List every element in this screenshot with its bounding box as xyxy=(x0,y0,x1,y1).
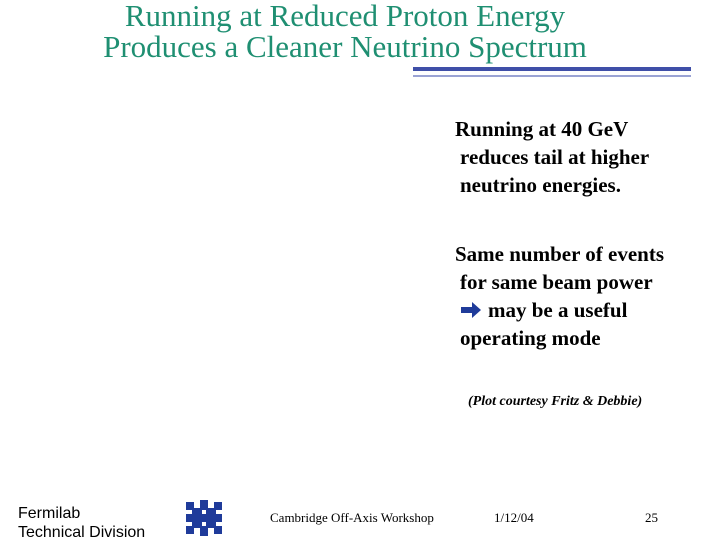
fermilab-logo-icon xyxy=(183,497,225,539)
point-2 xyxy=(455,240,664,352)
plot-credit: (Plot courtesy Fritz & Debbie) xyxy=(468,394,643,409)
title-line-1: Running at Reduced Proton Energy xyxy=(124,0,566,33)
point-2-line-3-text: may be a useful xyxy=(488,298,628,322)
footer-workshop: Cambridge Off-Axis Workshop xyxy=(270,510,434,525)
right-arrow-icon xyxy=(460,301,482,319)
point-1 xyxy=(455,115,649,199)
title-rule xyxy=(413,67,691,71)
point-1-line-3: neutrino energies. xyxy=(460,173,621,197)
footer-org-line-2: Technical Division xyxy=(18,524,146,541)
footer-organization xyxy=(18,504,145,542)
point-2-line-4: operating mode xyxy=(460,326,601,350)
point-2-line-1: Same number of events xyxy=(455,242,665,266)
point-2-line-2: for same beam power xyxy=(460,270,653,294)
title-line-2: Produces a Cleaner Neutrino Spectrum xyxy=(103,29,587,64)
point-1-line-1: Running at 40 GeV xyxy=(455,117,629,141)
slide-title xyxy=(0,0,690,62)
page-number: 25 xyxy=(645,510,658,525)
footer-date: 1/12/04 xyxy=(494,510,534,525)
footer-org-line-1: Fermilab xyxy=(18,505,81,522)
title-rule-shadow xyxy=(413,75,691,77)
point-2-line-3 xyxy=(455,296,664,324)
point-1-line-2: reduces tail at higher xyxy=(460,145,650,169)
